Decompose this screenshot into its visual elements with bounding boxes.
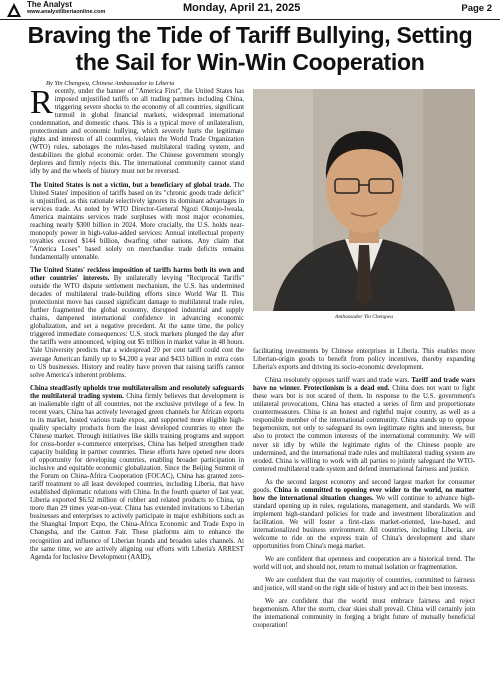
paragraph	[253, 348, 475, 372]
paragraph	[253, 577, 475, 593]
paragraph	[253, 479, 475, 551]
newspaper-logo-icon	[6, 2, 22, 18]
paper-name: The Analyst	[27, 0, 73, 9]
article-headline: Braving the Tide of Tariff Bullying, Setting the Sail for Win-Win Cooperation	[27, 22, 473, 75]
paragraph-text: We are confident that the world must embrace fairness and reject hegemonism. After the storm, clear skies shall prevail. China will certainly join the international community in forging a bright future of mutually beneficial cooperation!	[253, 598, 475, 630]
article-byline: By Yin Chengwu, Chinese Ambassador to Liberia	[46, 80, 175, 87]
ambassador-photo	[253, 89, 475, 311]
paragraph-text: We are confident that the vast majority of countries, committed to fairness and justice, will stand on the right side of history and act in their best interests.	[253, 577, 475, 593]
issue-date: Monday, April 21, 2025	[183, 2, 301, 14]
paragraph	[253, 598, 475, 630]
paragraph	[30, 182, 244, 262]
paragraph-text: China does not want to fight these wars but is not scared of them. In response to the U.S. government's unilateral provocations, China has enacted a series of firm and proportionate countermeasures. China is an honest and rightful major country, as well as a responsible member of the international community. China stands up to oppose hegemonism, not only to safeguard its own legitimate rights and interests, but also to protect the common interests of the international community. We will never sit idly by while the legitimate rights of the Chinese people are undermined, and the international trade rules and multilateral trading system are eroded. China is willing to work with all parties to jointly safeguard the WTO-centered multilateral trade system and defend international fairness and justice.	[253, 385, 475, 473]
masthead	[0, 0, 500, 20]
paragraph-intro	[30, 84, 244, 177]
photo-caption: Ambassador Yin Chengwu	[335, 314, 393, 320]
paragraph-lead: The United States' reckless imposition of tariffs harms both its own and other countries' interests.	[30, 266, 244, 283]
paragraph-lead: China steadfastly upholds true multilateralism and resolutely safeguards the multilateral trading system.	[30, 384, 244, 400]
paragraph-text: China resolutely opposes tariff wars and trade wars.	[265, 377, 412, 385]
paragraph-text: China firmly believes that development is an inalienable right of all countries, not the exclusive privilege of a few. In recent years, China has actively leveraged green channels for African exports to its market, hosted various trade expos, and supported more eligible high-quality specialty products from the least developed countries to enter the Chinese market. Through initiatives like skills training programs and support for cross-border e-commerce enterprises, China has helped strengthen trade capacity building in partner countries. These efforts have opened new doors of opportunity for developing countries, enabling broader participation in inclusive and equitable economic globalization. Since the Beijing Summit of the Forum on China-Africa Cooperation (FOCAC), China has granted zero-tariff treatment to all least developed countries, including Liberia, that have established diplomatic relations with China. In the fourth quarter of last year, Liberia exported $6.52 million of rubber and related products to China, up more than 29 times year-on-year. China has extended invitations to Liberian businesses and enterprises to actively participate in major exhibitions such as the Shanghai Import Expo, the China-Africa Economic and Trade Expo in Changsha, and the Canton Fair. These platforms aim to enhance the recognition and influence of Liberian brands and broaden sales channels. At the same time, we are actively aligning our efforts with Liberia's ARREST Agenda for Inclusive Development (AAID),	[30, 392, 244, 561]
paragraph-lead: China is committed to opening ever wider to the world, no matter how the international situation changes.	[253, 486, 475, 502]
paragraph-text: The United States' imposition of tariffs based on its "chronic goods trade deficit" is unjustified, as this rationale selectively ignores its dominant advantages in services trade. As noted by WTO Director-General Ngozi Okonjo-Iweala, America maintains services trade surpluses with most major economies, reaching nearly $300 billion in 2024. More crucially, the U.S. holds near-monopoly power in high-value-added services: Annual intellectual property royalties exceed $144 billion, dwarfing other nations. Any claim that "America Loses" based solely on merchandise trade deficits remains fundamentally untenable.	[30, 181, 244, 261]
paragraph-text: By unilaterally levying "Reciprocal Tariffs" outside the WTO dispute settlement mechanism, the U.S. has undermined decades of multilateral trade-building efforts since World War II. This protectionist move has caused significant damage to multilateral trade rules, further fragmented the global economy, disrupted industrial and supply chains, dampened international confidence in advancing economic globalization, and set a negative precedent. At the same time, the policy triggered immediate consequences: U.S. stock markets plunged the day after the tariffs were announced, wiping out $5 trillion in market value in 48 hours. Yale University predicts that a widespread 20 per cent tariff could cost the average American family up to $4,200 a year and $433 billion in extra costs to US businesses. History and reality have proven that raising tariffs cannot solve America's inherent problems.	[30, 275, 244, 379]
paragraph	[253, 377, 475, 474]
paragraph-lead: Tariff and trade wars have no winner. Protectionism is a dead end.	[253, 377, 476, 393]
article-left-column	[30, 84, 244, 567]
paragraph-lead: The United States is not a victim, but a beneficiary of global trade.	[30, 181, 232, 189]
paragraph-text: facilitating investments by Chinese enterprises in Liberia. This enables more Liberian-origin goods to benefit from policy incentives, thereby expanding Liberia's exports and driving its socio-economic development.	[253, 348, 475, 372]
paragraph-text: As the second largest economy and second largest market for consumer goods,	[253, 478, 475, 494]
paragraph	[30, 267, 244, 380]
paragraph-text: We are confident that openness and cooperation are a historical trend. The world will not, and should not, return to mutual isolation or fragmentation.	[253, 556, 475, 572]
paragraph	[253, 556, 475, 572]
drop-cap: R	[30, 84, 53, 121]
page-number: Page 2	[461, 3, 492, 14]
paragraph	[30, 385, 244, 562]
article-right-column	[253, 348, 475, 636]
paragraph-text: We will continue to advance high-standard opening up in rules, regulations, management, and standards. We will implement high-standard policies for trade and investment liberalization and facilitation. We will foster a first-class market-oriented, law-based, and internationalized business environment. All countries, including Liberia, are welcome to ride on the express train of China's development and share opportunities from China's mega market.	[253, 494, 475, 551]
paragraph-text: ecently, under the banner of "America First", the United States has imposed unjustified tariffs on all trading partners including China, triggering severe shocks to the economy of all countries, significant turmoil in global financial markets, widespread international condemnation, and domestic chaos. This is a typical move of unilateralism, protectionism and economic bullying, which severely hurts the legitimate rights and interests of all countries, violates the World Trade Organization (WTO) rules, sabotages the rules-based multilateral trading system, and destabilizes the global economic order. The Chinese government strongly deplores and firmly rejects this. The international community cannot stand idly by and the wheels of history must not be reversed.	[30, 88, 244, 176]
paper-url: www.analystliberiaonline.com	[27, 9, 106, 15]
